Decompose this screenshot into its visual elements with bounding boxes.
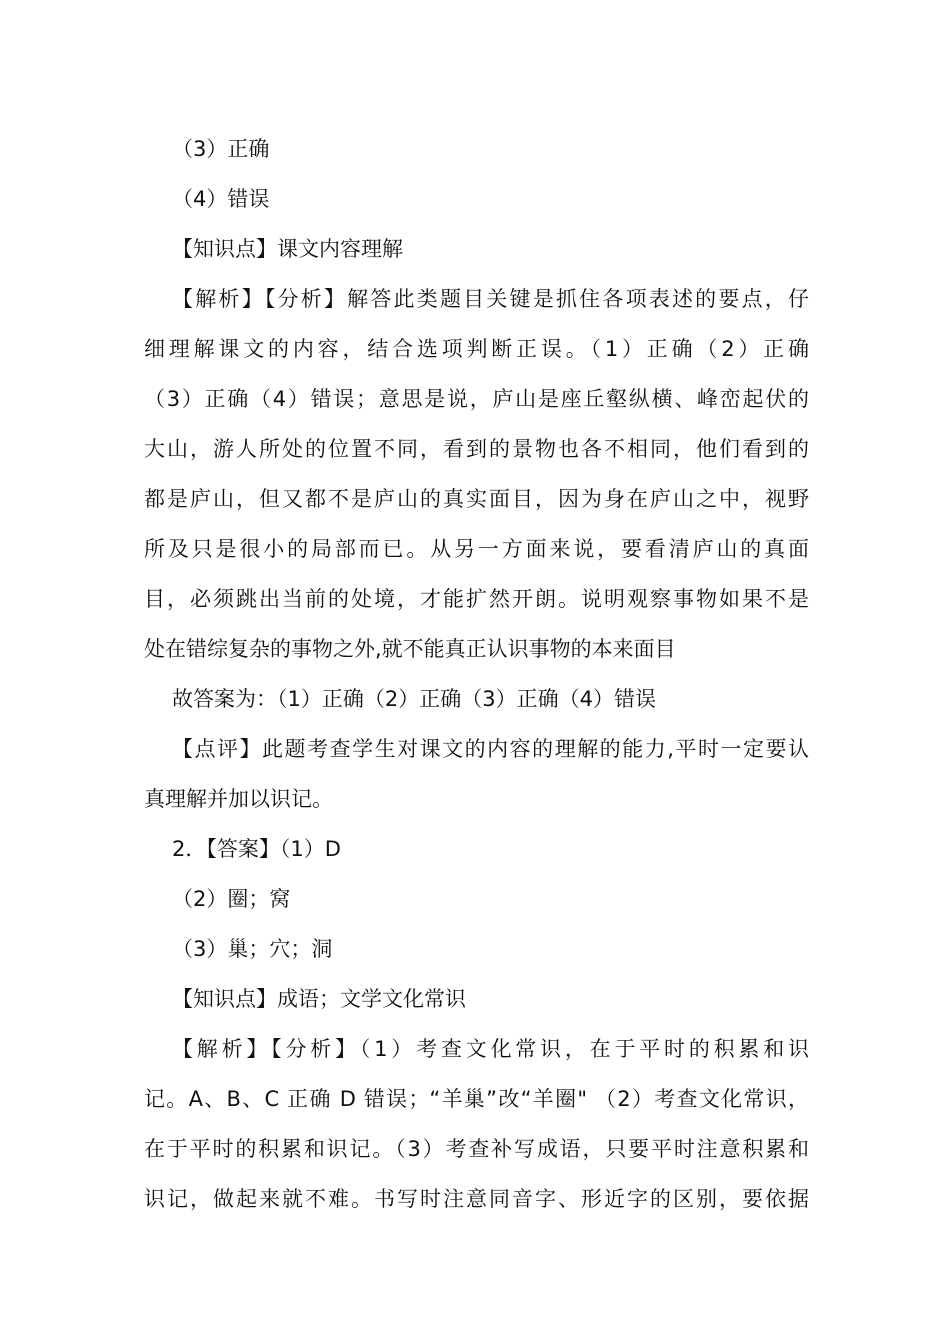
knowledge-point-2: 【知识点】成语；文学文化常识 [172, 987, 466, 1011]
final-answer-1: 故答案为：（1）正确（2）正确（3）正确（4）错误 [172, 687, 656, 711]
analysis-paragraph-1-line-3: （3）正确（4）错误；意思是说，庐山是座丘壑纵横、峰峦起伏的 [144, 387, 809, 411]
analysis-paragraph-1-line-1: 【解析】【分析】解答此类题目关键是抓住各项表述的要点，仔 [172, 287, 809, 311]
question-2-answer-3: （3）巢；穴；洞 [172, 937, 333, 961]
analysis-paragraph-2-line-3: 在于平时的积累和识记。（3）考查补写成语，只要平时注意积累和 [144, 1137, 809, 1161]
comment-1-line-1: 【点评】此题考查学生对课文的内容的理解的能力,平时一定要认 [172, 737, 809, 761]
analysis-paragraph-1-line-8: 处在错综复杂的事物之外,就不能真正认识事物的本来面目 [144, 637, 676, 661]
analysis-paragraph-1-line-4: 大山，游人所处的位置不同，看到的景物也各不相同，他们看到的 [144, 437, 809, 461]
comment-1-line-2: 真理解并加以识记。 [144, 787, 333, 811]
analysis-paragraph-1-line-2: 细理解课文的内容，结合选项判断正误。（1）正确（2）正确 [144, 337, 809, 361]
knowledge-point-1: 【知识点】课文内容理解 [172, 237, 403, 261]
analysis-paragraph-1-line-5: 都是庐山，但又都不是庐山的真实面目，因为身在庐山之中，视野 [144, 487, 809, 511]
analysis-paragraph-2-line-2: 记。A、B、C 正确 D 错误；“羊巢”改“羊圈" （2）考查文化常识， [144, 1087, 809, 1111]
question-2-answer-2: （2）圈；窝 [172, 887, 291, 911]
answer-line-3: （3）正确 [172, 137, 270, 161]
analysis-paragraph-2-line-4: 识记，做起来就不难。书写时注意同音字、形近字的区别，要依据 [144, 1187, 809, 1211]
analysis-paragraph-2-line-1: 【解析】【分析】（1）考查文化常识，在于平时的积累和识 [172, 1037, 809, 1061]
answer-line-4: （4）错误 [172, 187, 270, 211]
analysis-paragraph-1-line-7: 目，必须跳出当前的处境，才能扩然开朗。说明观察事物如果不是 [144, 587, 809, 611]
analysis-paragraph-1-line-6: 所及只是很小的局部而已。从另一方面来说，要看清庐山的真面 [144, 537, 809, 561]
question-2-answer-1: 2．【答案】（1）D [172, 837, 341, 861]
